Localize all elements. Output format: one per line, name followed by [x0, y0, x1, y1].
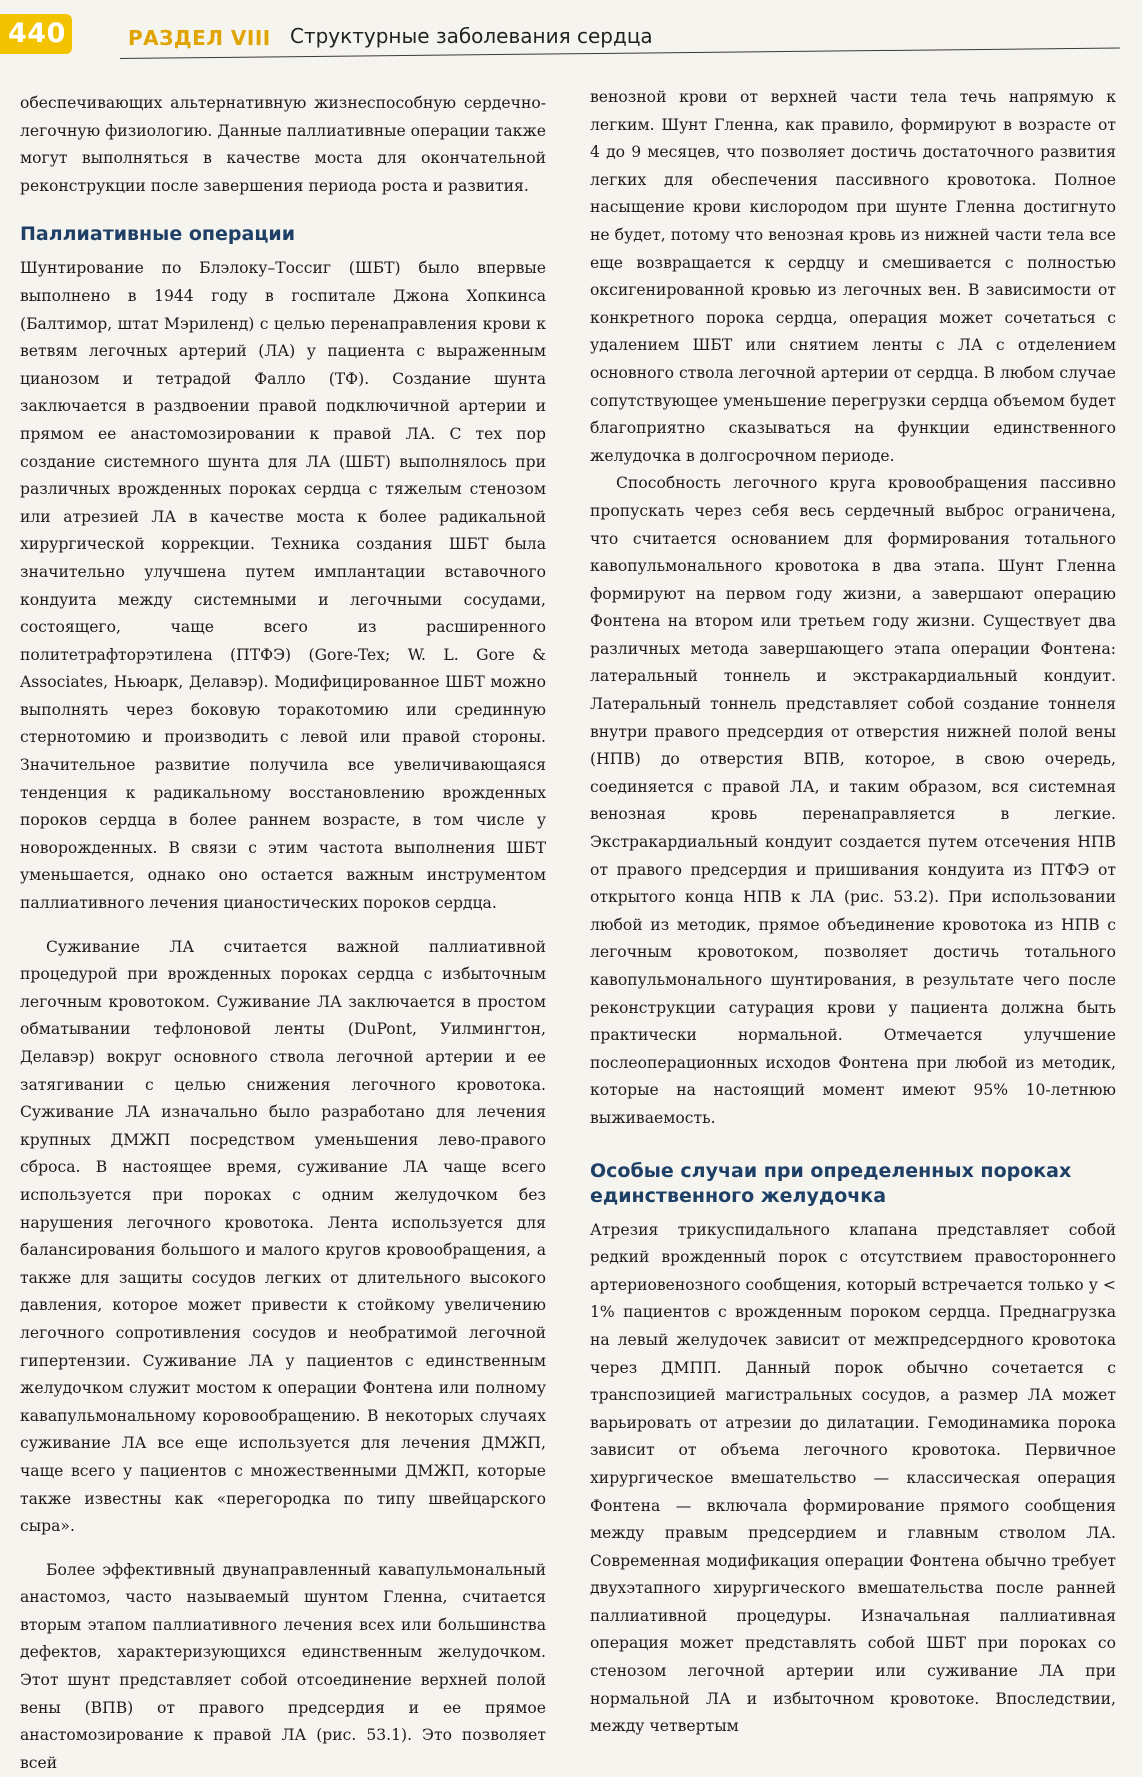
page-number: 440	[8, 18, 66, 49]
section-label: РАЗДЕЛ VIII	[128, 26, 271, 50]
heading-special-cases: Особые случаи при определенных пороках единственного желудочка	[590, 1159, 1072, 1207]
right-column	[590, 84, 1116, 1741]
paragraph-bts-shunt: Шунтирование по Блэлоку–Тоссиг (ШБТ) было впервые выполнено в 1944 году в госпитале Джона Хопкинса (Балтимор, штат Мэриленд) с целью перенаправления крови к ветвям легочных артерий (ЛА) у пациента с выраженным цианозом и тетрадой Фалло (ТФ). Создание шунта заключается в раздвоении правой подключичной артерии и прямом ее анастомозировании к правой ЛА. С тех пор создание системного шунта для ЛА (ШБТ) выполнялось при различных врожденных пороках сердца с тяжелым стенозом или атрезией ЛА в качестве моста к более радикальной хирургической коррекции. Техника создания ШБТ была значительно улучшена путем имплантации вставочного кондуита между системными и легочными сосудами, состоящего, чаще всего из расширенного политетрафторэтилена (ПТФЭ) (Gore-Tex; W. L. Gore & Associates, Ньюарк, Делавэр). Модифицированное ШБТ можно выполнять через боковую торакотомию или срединную стернотомию и производить с левой или правой стороны. Значительное развитие получила все увеличивающаяся тенденция к радикальному восстановлению врожденных пороков сердца в более раннем возрасте, в том числе у новорожденных. В связи с этим частота выполнения ШБТ уменьшается, однако оно остается важным инструментом паллиативного лечения цианостических пороков сердца.	[20, 259, 546, 913]
paragraph-fontan: Способность легочного круга кровообращения пассивно пропускать через себя весь сердечный выброс ограничена, что считается основанием для формирования тотального кавопульмонального кровотока в два этапа. Шунт Гленна формируют на первом году жизни, а завершают операцию Фонтена на втором или третьем году жизни. Существует два различных метода завершающего этапа операции Фонтена: латеральный тоннель и экстракардиальный кондуит. Латеральный тоннель представляет собой создание тоннеля внутри правого предсердия от отверстия нижней полой вены (НПВ) до отверстия ВПВ, которое, в свою очередь, соединяется с правой ЛА, и таким образом, вся системная венозная кровь перенаправляется в легкие. Экстракардиальный кондуит создается путем отсечения НПВ от правого предсердия и пришивания кондуита из ПТФЭ от открытого конца НПВ к ЛА (рис. 53.2). При использовании любой из методик, прямое объединение кровотока из НПВ с легочным кровотоком, позволяет достичь тотального кавопульмонального шунтирования, в результате чего после реконструкции сатурация крови у пациента должна быть практически нормальной. Отмечается улучшение послеоперационных исходов Фонтена при любой из методик, которые на настоящий момент имеют 95% 10-летнюю выживаемость.	[590, 474, 1116, 1127]
paragraph-glenn-continued: венозной крови от верхней части тела течь напрямую к легким. Шунт Гленна, как правило, формируют в возрасте от 4 до 9 месяцев, что позволяет достичь достаточного развития легких для обеспечения пассивного кровотока. Полное насыщение крови кислородом при шунте Гленна достигнуто не будет, потому что венозная кровь из нижней части тела все еще возвращается к сердцу и смешивается с полностью оксигенированной кровью из легочных вен. В зависимости от конкретного порока сердца, операция может сочетаться с удалением ШБТ или снятием ленты с ЛА с отделением основного ствола легочной артерии от сердца. В любом случае сопутствующее уменьшение перегрузки сердца объемом будет благоприятно сказываться на функции единственного желудочка в долгосрочном периоде.	[590, 88, 1116, 465]
heading-palliative-operations: Паллиативные операции	[20, 223, 296, 246]
paragraph-tricuspid-atresia: Атрезия трикуспидального клапана представляет собой редкий врожденный порок с отсутствием правостороннего артериовенозного сообщения, который встречается только у < 1% пациентов с врожденным пороком сердца. Преднагрузка на левый желудочек зависит от межпредсердного кровотока через ДМПП. Данный порок обычно сочетается с транспозицией магистральных сосудов, а размер ЛА может варьировать от атрезии до дилатации. Гемодинамика порока зависит от объема легочного кровотока. Первичное хирургическое вмешательство — классическая операция Фонтена — включала формирование прямого сообщения между правым предсердием и главным стволом ЛА. Современная модификация операции Фонтена обычно требует двухэтапного хирургического вмешательства после ранней паллиативной процедуры. Изначальная паллиативная операция может представлять собой ШБТ при пороках со стенозом легочной артерии или суживание ЛА при нормальной ЛА и избыточном кровотоке. Впоследствии, между четвертым	[590, 1220, 1116, 1736]
left-column	[20, 90, 546, 1777]
page-header	[0, 0, 1142, 64]
section-title: Структурные заболевания сердца	[290, 24, 653, 48]
paragraph-glenn-shunt: Более эффективный двунаправленный кавапульмональный анастомоз, часто называемый шунтом Гленна, считается вторым этапом паллиативного лечения всех или большинства дефектов, характеризующихся единственным желудочком. Этот шунт представляет собой отсоединение верхней полой вены (ВПВ) от правого предсердия и ее прямое анастомозирование к правой ЛА (рис. 53.1). Это позволяет всей	[20, 1560, 546, 1772]
paragraph-intro: обеспечивающих альтернативную жизнеспособную сердечно-легочную физиологию. Данные паллиативные операции также могут выполняться в качестве моста для окончательной реконструкции после завершения периода роста и развития.	[20, 94, 546, 195]
paragraph-pa-banding: Суживание ЛА считается важной паллиативной процедурой при врожденных пороках сердца с избыточным легочным кровотоком. Суживание ЛА заключается в простом обматывании тефлоновой ленты (DuPont, Уилмингтон, Делавэр) вокруг основного ствола легочной артерии и ее затягивании с целью снижения легочного кровотока. Суживание ЛА изначально было разработано для лечения крупных ДМЖП посредством уменьшения лево-правого сброса. В настоящее время, суживание ЛА чаще всего используется при пороках с одним желудочком без нарушения легочного кровотока. Лента используется для балансирования большого и малого кругов кровообращения, а также для защиты сосудов легких от длительного высокого давления, которое может привести к стойкому увеличению легочного сопротивления сосудов и необратимой легочной гипертензии. Суживание ЛА у пациентов с единственным желудочком служит мостом к операции Фонтена или полному кавапульмональному коровообращению. В некоторых случаях суживание ЛА все еще используется для лечения ДМЖП, чаще всего у пациентов с множественными ДМЖП, которые также известны как «перегородка по типу швейцарского сыра».	[20, 937, 546, 1536]
